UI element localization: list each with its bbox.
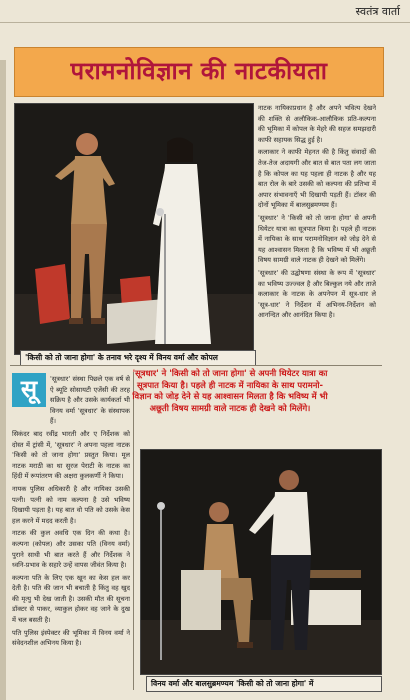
- left-para-1: 'सूत्रधार' संस्था पिछले एक वर्ष से ऐ ब्यूटि सोसायटी एजेंसी की तरह सक्रिय है और उसके कार्यकर्ता भी विनय वर्मा 'सूत्रधार' के संस्थापक हैं।: [50, 375, 130, 426]
- right-para-3: 'सूत्रधार' ने 'किसी को तो जाना होगा' से अपनी थियेटर यात्रा का सूत्रपात किया है। पहले ही नाटक में नायिका के साथ परामनोविज्ञान को जोड़ देने से यह आश्वासन मिलता है कि भविष्य में भी अछूती विषय सामग्री वाले नाटक ही देखने को मिलेंगे।: [258, 213, 376, 265]
- left-para-3: नायक पुलिस अधिकारी है और नायिका उसकी पत्नी। पत्नी को नाम कल्पना है उसे भविष्य दिखायी पड़ता है। यह बात वो पति को उसके केस हल करने में मदद करती है।: [12, 484, 130, 525]
- separator-line: [10, 365, 382, 366]
- left-para-6: पति पुलिस इंस्पेक्टर की भूमिका में विनय वर्मा ने संवेदनशील अभिनय किया है।: [12, 628, 130, 648]
- page-header: [0, 0, 410, 23]
- publication-title: स्वतंत्र वार्ता: [355, 5, 400, 18]
- headline-banner: [14, 47, 384, 97]
- photo-bottom-caption-text: विनय वर्मा और बालसुब्रमण्यम 'किसी को तो जाना होगा' में: [151, 679, 314, 688]
- page-edge: [0, 60, 6, 700]
- left-para-2: सिकंदर बाद रवींद्र भारती और ए निर्देशक को दोस्त में ट्रांसी में, 'सूत्रधार' ने अपना पहला नाटक 'किसी को तो जाना होगा' प्रस्तुत किया। मूल नाटक मराठी का था सुरज पेराटी के नाटक का हिंदी में रूपांतरण की अक्षरा कुलकर्णी ने किया।: [12, 429, 130, 481]
- photo-top-caption-text: 'किसी को तो जाना होगा' के तनाव भरे दृश्य में विनय वर्मा और कोपल: [25, 353, 218, 362]
- left-para-5: कल्पना पति के लिए एक खून का केस हल कर देती है। पति की जान भी बचाती है किंतु वह खुद की मृत्यु भी देख जाती है। उसकी मौत की सूचना डॉक्टर से पाकर, व्याकुल होकर वह जाने के दुख में चल बसती है।: [12, 573, 130, 625]
- dropcap: सू: [12, 373, 46, 407]
- photo-bottom-caption: [146, 676, 382, 692]
- left-para-4: नाटक की कुल अवधि एक दिन की कथा है। कल्पना (कोपल) और उसका पति (विनय वर्मा) पुराने साथी भी बात करते हैं और निर्देशक ने ध्वनि-प्रभाव के सहारे उन्हें वापस जीवंत किया है।: [12, 529, 130, 570]
- right-para-1: नाटक नायिकाप्रधान है और अपने भवित्य देखने की शक्ति से अलौकिक-आलौकिक प्रति-कल्पना की भूमिका में कोपल के मेहरे की सहज समझदारी काफी सहायक सिद्ध हुई है।: [258, 104, 376, 144]
- photo-bottom: [140, 449, 382, 675]
- left-column: [12, 374, 130, 692]
- right-para-2: कलाकार ने काफी मेहनत की है किंतु संवादों की तेज-तेज अदायगी और बात से बात पता लग जाता है कि कोपल का यह पहला ही नाटक है और यह बात रोल के बारे उसकी को कल्पना की प्रतिभा में अपार संभावनाएँ भी दिखायी पड़ती हैं। टॉकर की दोनों भूमिका में बालसुब्रमण्यम हैं।: [258, 148, 376, 210]
- column-divider: [133, 372, 134, 690]
- headline: परामनोविज्ञान की नाटकीयता: [70, 57, 328, 85]
- photo-top-caption: [20, 350, 256, 366]
- pull-quote: 'सूत्रधार' ने 'किसी को तो जाना होगा' से अपनी थियेटर यात्रा का सूत्रपात किया है। पहले ही नाटक में नायिका के साथ परामनो-विज्ञान को जोड़ देने से यह आश्वासन मिलता है कि भविष्य में भी अछूती विषय सामग्री वाले नाटक ही देखने को मिलेंगे।: [132, 368, 328, 413]
- photo-top: [14, 103, 254, 355]
- right-para-4: 'सूत्रधार' की उद्घोषणा संस्था के रूप में 'सूत्रधार' का भविष्य उज्ज्वल है और बिल्कुल नये और ताजे कलाकार के नाटक के अपनेपन में सूत्र-धार ले 'सूत्र-धार' ने निर्देशन में अभिनय-निर्देशन को आनन्दित और आनंदित किया है।: [258, 268, 376, 320]
